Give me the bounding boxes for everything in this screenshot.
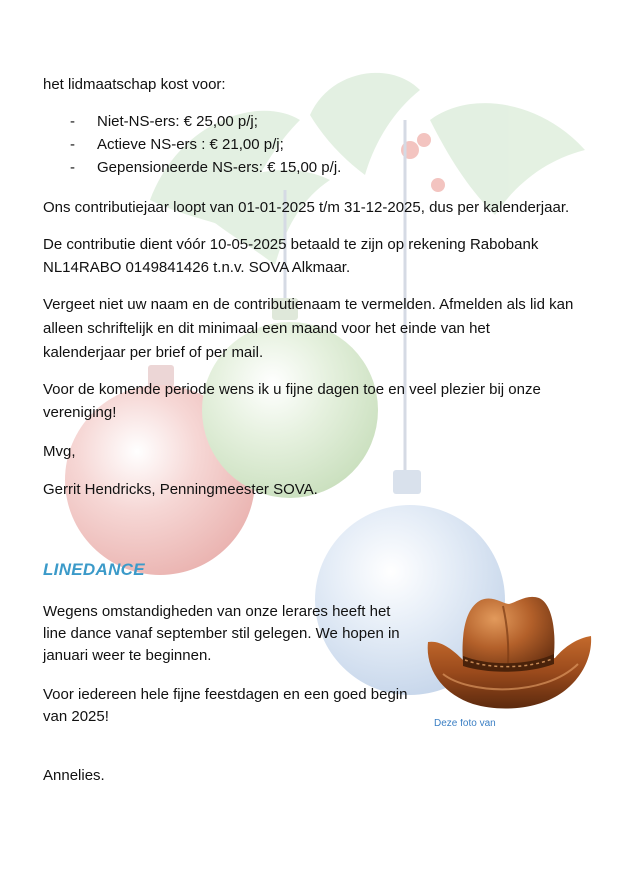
linedance-wishes-line-2: van 2025! (43, 708, 109, 725)
payment-line-2: NL14RABO 0149841426 t.n.v. SOVA Alkmaar. (43, 259, 351, 276)
fee-text: Actieve NS-ers : € 21,00 p/j; (97, 136, 284, 153)
signature: Gerrit Hendricks, Penningmeester SOVA. (43, 481, 318, 498)
payment-line-1: De contributie dient vóór 10-05-2025 betaald te zijn op rekening Rabobank (43, 236, 539, 253)
wishes-line-2: vereniging! (43, 404, 117, 421)
fee-item-retired-ns (70, 156, 341, 179)
wishes-line-1: Voor de komende periode wens ik u fijne dagen toe en veel plezier bij onze (43, 381, 541, 398)
linedance-wishes-line-1: Voor iedereen hele fijne feestdagen en een goed begin (43, 686, 408, 703)
greeting: Mvg, (43, 443, 76, 460)
linedance-line-2: line dance vanaf september stil gelegen. We hopen in (43, 625, 400, 642)
hat-photo-caption[interactable]: Deze foto van (434, 719, 496, 728)
contribution-year: Ons contributiejaar loopt van 01-01-2025 t/m 31-12-2025, dus per kalenderjaar. (43, 199, 570, 216)
fee-item-non-ns (70, 110, 258, 133)
closing-name: Annelies. (43, 767, 105, 784)
reminder-line-3: kalenderjaar per brief of per mail. (43, 344, 264, 361)
fee-text: Niet-NS-ers: € 25,00 p/j; (97, 113, 258, 130)
bullet-dash: - (70, 136, 75, 153)
linedance-line-1: Wegens omstandigheden van onze lerares heeft het (43, 603, 391, 620)
cowboy-hat-image (423, 594, 593, 718)
reminder-line-1: Vergeet niet uw naam en de contributienaam te vermelden. Afmelden als lid kan (43, 296, 574, 313)
membership-intro: het lidmaatschap kost voor: (43, 76, 226, 93)
bullet-dash: - (70, 113, 75, 130)
fee-text: Gepensioneerde NS-ers: € 15,00 p/j. (97, 159, 342, 176)
linedance-line-3: januari weer te beginnen. (43, 647, 212, 664)
reminder-line-2: alleen schriftelijk en dit minimaal een maand voor het einde van het (43, 320, 490, 337)
linedance-heading: LINEDANCE (43, 560, 145, 579)
fee-item-active-ns (70, 133, 284, 156)
bullet-dash: - (70, 159, 75, 176)
